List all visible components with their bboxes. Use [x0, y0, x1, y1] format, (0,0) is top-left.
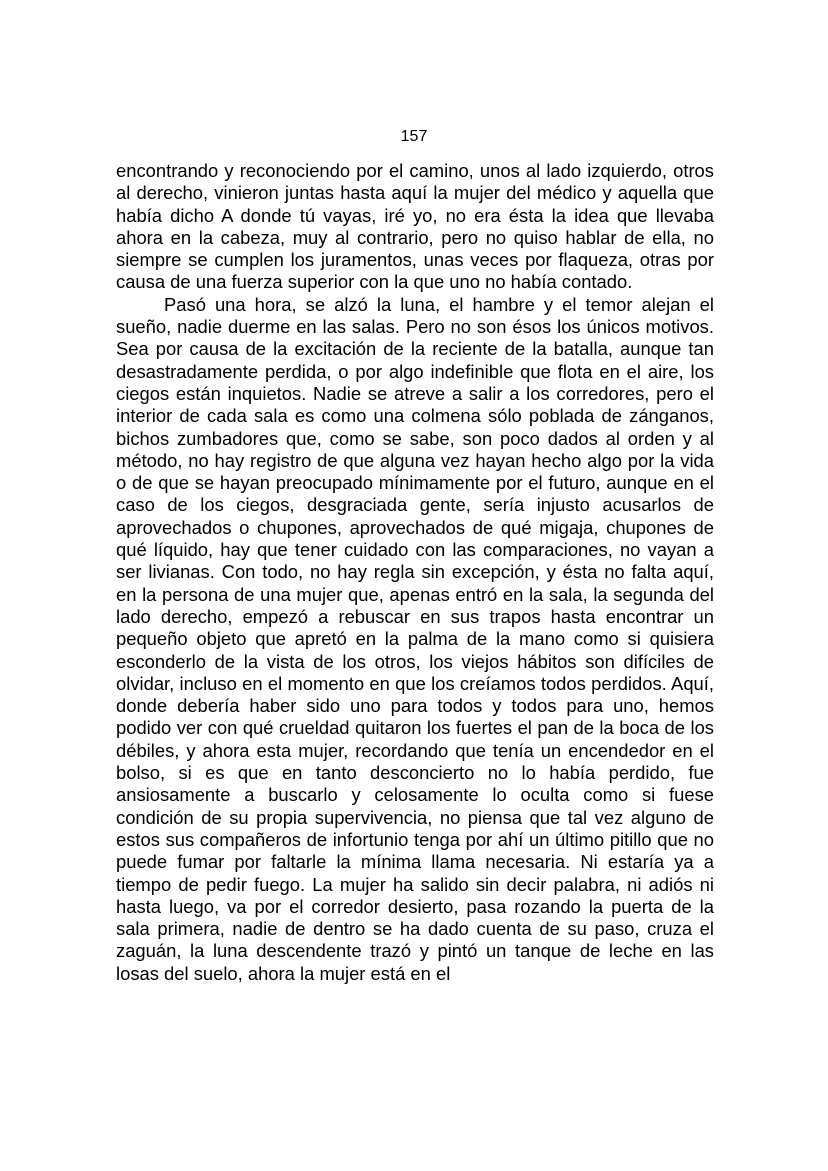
body-text — [116, 160, 714, 985]
paragraph: Pasó una hora, se alzó la luna, el hambre y el temor alejan el sueño, nadie duerme en las salas. Pero no son ésos los únicos motivos. Sea por causa de la excitación de la reciente de la batalla, aunque tan desastradamente perdida, o por algo indefinible que flota en el aire, los ciegos están inquietos. Nadie se atreve a salir a los corredores, pero el interior de cada sala es como una colmena sólo poblada de zánganos, bichos zumbadores que, como se sabe, son poco dados al orden y al método, no hay registro de que alguna vez hayan hecho algo por la vida o de que se hayan preocupado mínimamente por el futuro, aunque en el caso de los ciegos, desgraciada gente, sería injusto acusarlos de aprovechados o chupones, aprovechados de qué migaja, chupones de qué líquido, hay que tener cuidado con las comparaciones, no vayan a ser livianas. Con todo, no hay regla sin excepción, y ésta no falta aquí, en la persona de una mujer que, apenas entró en la sala, la segunda del lado derecho, empezó a rebuscar en sus trapos hasta encontrar un pequeño objeto que apretó en la palma de la mano como si quisiera esconderlo de la vista de los otros, los viejos hábitos son difíciles de olvidar, incluso en el momento en que los creíamos todos perdidos. Aquí, donde debería haber sido uno para todos y todos para uno, hemos podido ver con qué crueldad quitaron los fuertes el pan de la boca de los débiles, y ahora esta mujer, recordando que tenía un encendedor en el bolso, si es que en tanto desconcierto no lo había perdido, fue ansiosamente a buscarlo y celosamente lo oculta como si fuese condición de su propia supervivencia, no piensa que tal vez alguno de estos sus compañeros de infortunio tenga por ahí un último pitillo que no puede fumar por faltarle la mínima llama necesaria. Ni estaría ya a tiempo de pedir fuego. La mujer ha salido sin decir palabra, ni adiós ni hasta luego, va por el corredor desierto, pasa rozando la puerta de la sala primera, nadie de dentro se ha dado cuenta de su paso, cruza el zaguán, la luna descendente trazó y pintó un tanque de leche en las losas del suelo, ahora la mujer está en el — [116, 293, 714, 984]
page-number: 157 — [400, 128, 428, 145]
paragraph-continuation: encontrando y reconociendo por el camino, unos al lado izquierdo, otros al derecho, vinieron juntas hasta aquí la mujer del médico y aquella que había dicho A donde tú vayas, iré yo, no era ésta la idea que llevaba ahora en la cabeza, muy al contrario, pero no quiso hablar de ella, no siempre se cumplen los juramentos, unas veces por flaqueza, otras por causa de una fuerza superior con la que uno no había contado. — [116, 160, 714, 293]
